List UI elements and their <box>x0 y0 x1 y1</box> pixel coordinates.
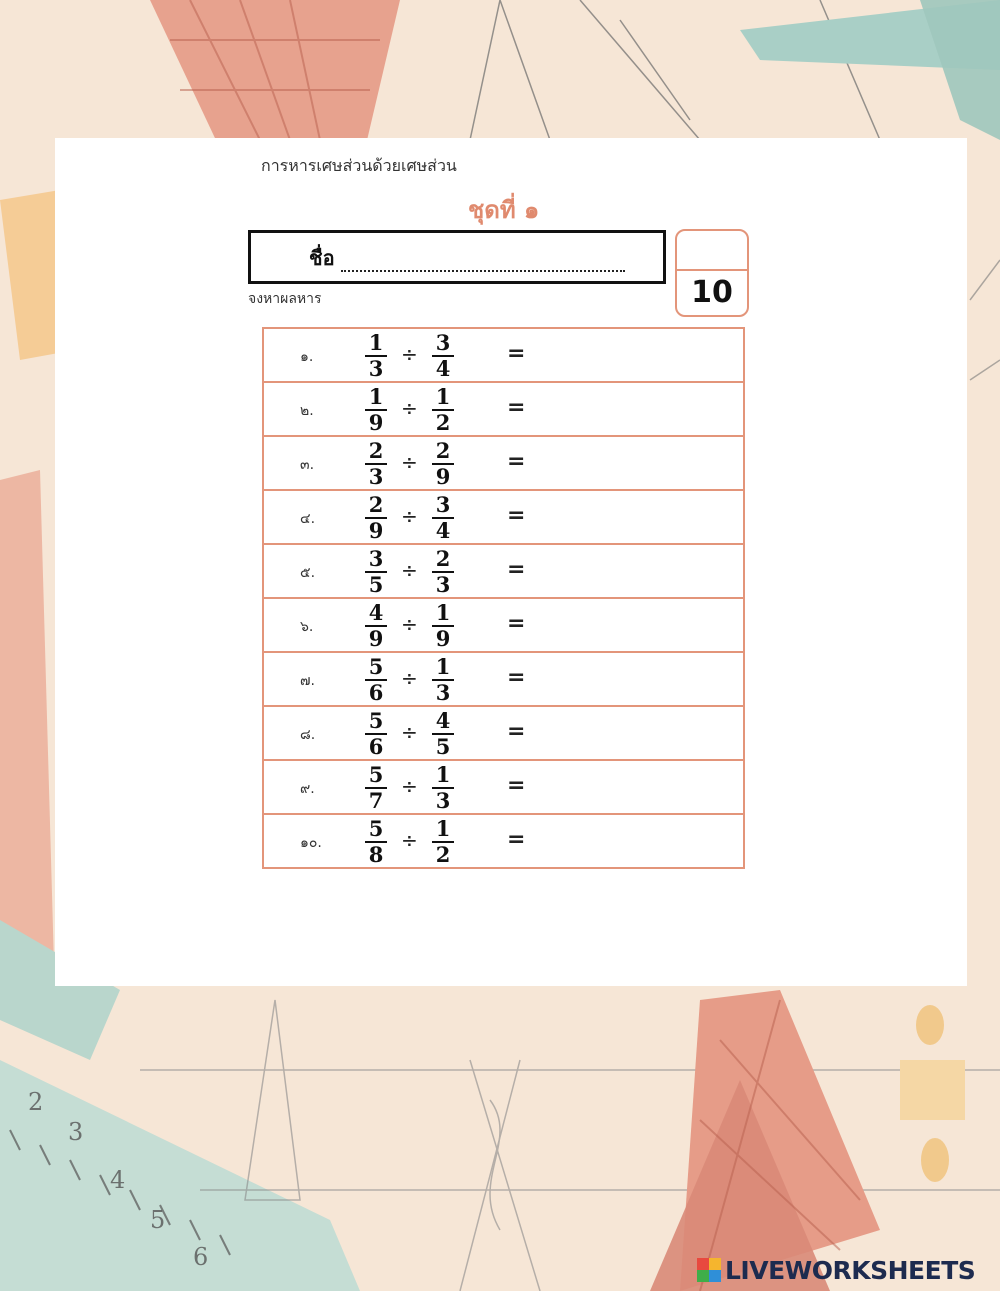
answer-input[interactable] <box>544 719 698 749</box>
name-label: ชื่อ <box>309 246 335 270</box>
problem-table <box>262 327 745 869</box>
score-divider <box>677 269 747 271</box>
dividend-denominator: 9 <box>368 410 384 435</box>
divide-sign: ÷ <box>401 504 418 528</box>
problem-number: ๘. <box>300 727 316 743</box>
divisor-denominator: 3 <box>435 788 451 813</box>
instruction-text: จงหาผลหาร <box>248 291 322 307</box>
dividend-numerator: 2 <box>368 492 384 517</box>
divisor-fraction <box>432 710 454 758</box>
divisor-fraction <box>432 602 454 650</box>
dividend-fraction <box>365 548 387 596</box>
answer-input[interactable] <box>544 503 698 533</box>
divisor-denominator: 3 <box>435 680 451 705</box>
divisor-numerator: 2 <box>435 438 451 463</box>
divisor-numerator: 1 <box>435 384 451 409</box>
dividend-denominator: 6 <box>368 734 384 759</box>
divisor-denominator: 4 <box>435 356 451 381</box>
problem-row <box>264 329 743 383</box>
dividend-fraction <box>365 332 387 380</box>
divisor-fraction <box>432 332 454 380</box>
equals-sign: = <box>507 557 526 582</box>
dividend-denominator: 5 <box>368 572 384 597</box>
dividend-denominator: 8 <box>368 842 384 867</box>
divide-sign: ÷ <box>401 558 418 582</box>
divisor-numerator: 1 <box>435 762 451 787</box>
score-box <box>675 229 749 317</box>
dividend-fraction <box>365 656 387 704</box>
answer-input[interactable] <box>544 449 698 479</box>
dividend-numerator: 5 <box>368 816 384 841</box>
divisor-numerator: 3 <box>435 330 451 355</box>
divisor-numerator: 1 <box>435 816 451 841</box>
answer-input[interactable] <box>544 557 698 587</box>
answer-input[interactable] <box>544 611 698 641</box>
answer-input[interactable] <box>544 395 698 425</box>
problem-row <box>264 761 743 815</box>
liveworksheets-brand <box>697 1254 975 1286</box>
divisor-fraction <box>432 386 454 434</box>
problem-number: ๑๐. <box>300 835 322 851</box>
equals-sign: = <box>507 665 526 690</box>
problem-number: ๗. <box>300 673 315 689</box>
dividend-denominator: 9 <box>368 518 384 543</box>
divide-sign: ÷ <box>401 396 418 420</box>
name-input[interactable] <box>341 242 625 272</box>
problem-row <box>264 437 743 491</box>
equals-sign: = <box>507 719 526 744</box>
divisor-denominator: 9 <box>435 626 451 651</box>
problem-row <box>264 383 743 437</box>
divisor-fraction <box>432 818 454 866</box>
equals-sign: = <box>507 395 526 420</box>
problem-row <box>264 815 743 869</box>
divide-sign: ÷ <box>401 666 418 690</box>
answer-input[interactable] <box>544 827 698 857</box>
dividend-numerator: 5 <box>368 654 384 679</box>
problem-row <box>264 707 743 761</box>
score-value: 10 <box>691 275 733 310</box>
problem-row <box>264 653 743 707</box>
divide-sign: ÷ <box>401 450 418 474</box>
divide-sign: ÷ <box>401 774 418 798</box>
worksheet-title: การหารเศษส่วนด้วยเศษส่วน <box>261 156 457 175</box>
answer-input[interactable] <box>544 341 698 371</box>
divisor-numerator: 1 <box>435 654 451 679</box>
divisor-fraction <box>432 764 454 812</box>
answer-input[interactable] <box>544 773 698 803</box>
dividend-fraction <box>365 602 387 650</box>
dividend-numerator: 5 <box>368 708 384 733</box>
problem-number: ๓. <box>300 457 315 473</box>
divisor-fraction <box>432 656 454 704</box>
dividend-denominator: 3 <box>368 464 384 489</box>
dividend-fraction <box>365 764 387 812</box>
divisor-denominator: 2 <box>435 410 451 435</box>
problem-row <box>264 491 743 545</box>
equals-sign: = <box>507 341 526 366</box>
dividend-numerator: 2 <box>368 438 384 463</box>
divide-sign: ÷ <box>401 720 418 744</box>
problem-number: ๕. <box>300 565 316 581</box>
dividend-fraction <box>365 440 387 488</box>
problem-number: ๔. <box>300 511 316 527</box>
equals-sign: = <box>507 611 526 636</box>
answer-input[interactable] <box>544 665 698 695</box>
dividend-numerator: 1 <box>368 384 384 409</box>
set-title: ชุดที่ ๑ <box>468 196 540 224</box>
svg-text:3: 3 <box>68 1118 84 1146</box>
divide-sign: ÷ <box>401 612 418 636</box>
problem-number: ๙. <box>300 781 315 797</box>
liveworksheets-logo-icon <box>697 1258 721 1282</box>
divisor-denominator: 5 <box>435 734 451 759</box>
dividend-numerator: 5 <box>368 762 384 787</box>
svg-text:2: 2 <box>28 1088 44 1116</box>
divide-sign: ÷ <box>401 828 418 852</box>
problem-number: ๑. <box>300 349 314 365</box>
dividend-denominator: 3 <box>368 356 384 381</box>
divisor-numerator: 2 <box>435 546 451 571</box>
dividend-denominator: 9 <box>368 626 384 651</box>
dividend-denominator: 7 <box>368 788 384 813</box>
divisor-numerator: 3 <box>435 492 451 517</box>
brand-name: LIVEWORKSHEETS <box>725 1255 976 1285</box>
problem-row <box>264 599 743 653</box>
divisor-fraction <box>432 548 454 596</box>
svg-text:4: 4 <box>110 1166 126 1194</box>
divisor-fraction <box>432 494 454 542</box>
divisor-denominator: 3 <box>435 572 451 597</box>
divisor-numerator: 1 <box>435 600 451 625</box>
equals-sign: = <box>507 773 526 798</box>
divide-sign: ÷ <box>401 342 418 366</box>
equals-sign: = <box>507 503 526 528</box>
problem-row <box>264 545 743 599</box>
divisor-denominator: 4 <box>435 518 451 543</box>
dividend-fraction <box>365 386 387 434</box>
dividend-numerator: 3 <box>368 546 384 571</box>
svg-text:6: 6 <box>193 1243 209 1271</box>
dividend-numerator: 4 <box>368 600 384 625</box>
problem-number: ๖. <box>300 619 314 635</box>
dividend-numerator: 1 <box>368 330 384 355</box>
dividend-denominator: 6 <box>368 680 384 705</box>
divisor-denominator: 9 <box>435 464 451 489</box>
svg-text:5: 5 <box>150 1206 166 1234</box>
dividend-fraction <box>365 818 387 866</box>
equals-sign: = <box>507 449 526 474</box>
divisor-numerator: 4 <box>435 708 451 733</box>
name-box <box>248 230 666 284</box>
dividend-fraction <box>365 494 387 542</box>
problem-number: ๒. <box>300 403 314 419</box>
dividend-fraction <box>365 710 387 758</box>
equals-sign: = <box>507 827 526 852</box>
divisor-fraction <box>432 440 454 488</box>
divisor-denominator: 2 <box>435 842 451 867</box>
worksheet-page <box>55 138 967 986</box>
